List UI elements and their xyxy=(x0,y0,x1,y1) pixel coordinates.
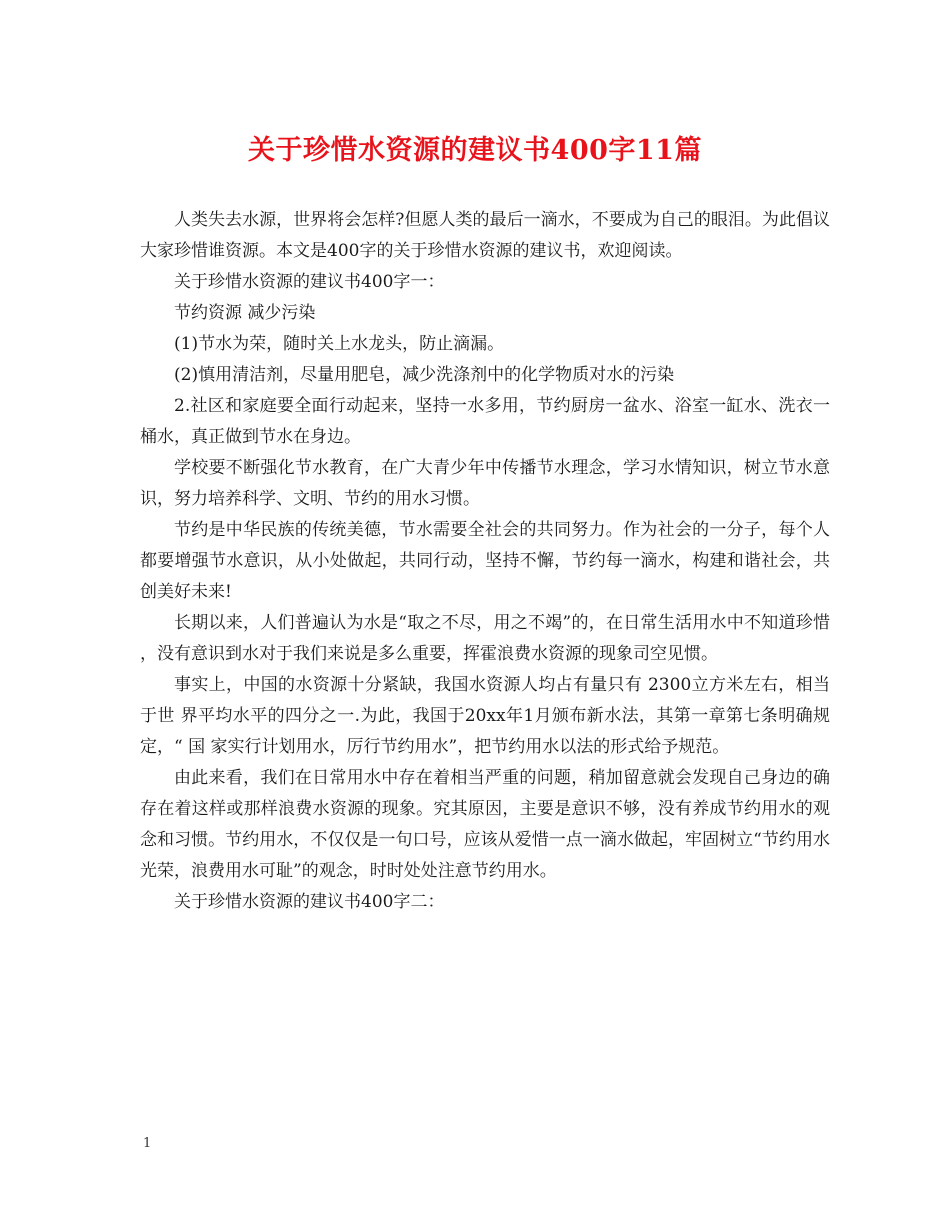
section-heading-two: 关于珍惜水资源的建议书400字二： xyxy=(174,892,445,912)
paragraph-virtue: 节约是中华民族的传统美德，节水需要全社会的共同努力。作为社会的一分子，每个人都要增强节水意识，从小处做起，共同行动，坚持不懈，节约每一滴水，构建和谐社会，共创美好未来! xyxy=(140,520,830,602)
document-body xyxy=(140,205,830,918)
paragraph-longterm: 长期以来，人们普遍认为水是“取之不尽，用之不竭”的，在日常生活用水中不知道珍惜 ，没有意识到水对于我们来说是多么重要，挥霍浪费水资源的现象司空见惯。 xyxy=(140,613,830,664)
paragraph-item-2: (2)慎用清洁剂，尽量用肥皂，减少洗涤剂中的化学物质对水的污染 xyxy=(174,365,675,385)
paragraph-analysis: 由此来看，我们在日常用水中存在着相当严重的问题，稍加留意就会发现自己身边的确存在着这样或那样浪费水资源的现象。究其原因，主要是意识不够，没有养成节约用水的观念和习惯。节约用水，不仅仅是一句口号，应该从爱惜一点一滴水做起，牢固树立“节约用水光荣，浪费用水可耻”的观念，时时处处注意节约用水。 xyxy=(140,768,830,881)
page-number: 1 xyxy=(143,1136,152,1151)
paragraph-item-1: (1)节水为荣，随时关上水龙头，防止滴漏。 xyxy=(174,334,505,354)
paragraph-facts: 事实上，中国的水资源十分紧缺，我国水资源人均占有量只有 2300立方米左右，相当于世 界平均水平的四分之一.为此，我国于20xx年1月颁布新水法，其第一章第七条明确规定，“ 国 家实行计划用水，厉行节约用水”，把节约用水以法的形式给予规范。 xyxy=(140,675,830,757)
paragraph-school: 学校要不断强化节水教育，在广大青少年中传播节水理念，学习水情知识，树立节水意识，努力培养科学、文明、节约的用水习惯。 xyxy=(140,458,830,509)
document-title: 关于珍惜水资源的建议书400字11篇 xyxy=(248,135,702,166)
paragraph-subheading: 节约资源 减少污染 xyxy=(174,303,316,323)
paragraph-intro: 人类失去水源，世界将会怎样?但愿人类的最后一滴水，不要成为自己的眼泪。为此倡议大家珍惜谁资源。本文是400字的关于珍惜水资源的建议书，欢迎阅读。 xyxy=(140,210,830,261)
paragraph-community: 2.社区和家庭要全面行动起来，坚持一水多用，节约厨房一盆水、浴室一缸水、洗衣一桶水，真正做到节水在身边。 xyxy=(140,396,830,447)
section-heading-one: 关于珍惜水资源的建议书400字一： xyxy=(174,272,445,292)
